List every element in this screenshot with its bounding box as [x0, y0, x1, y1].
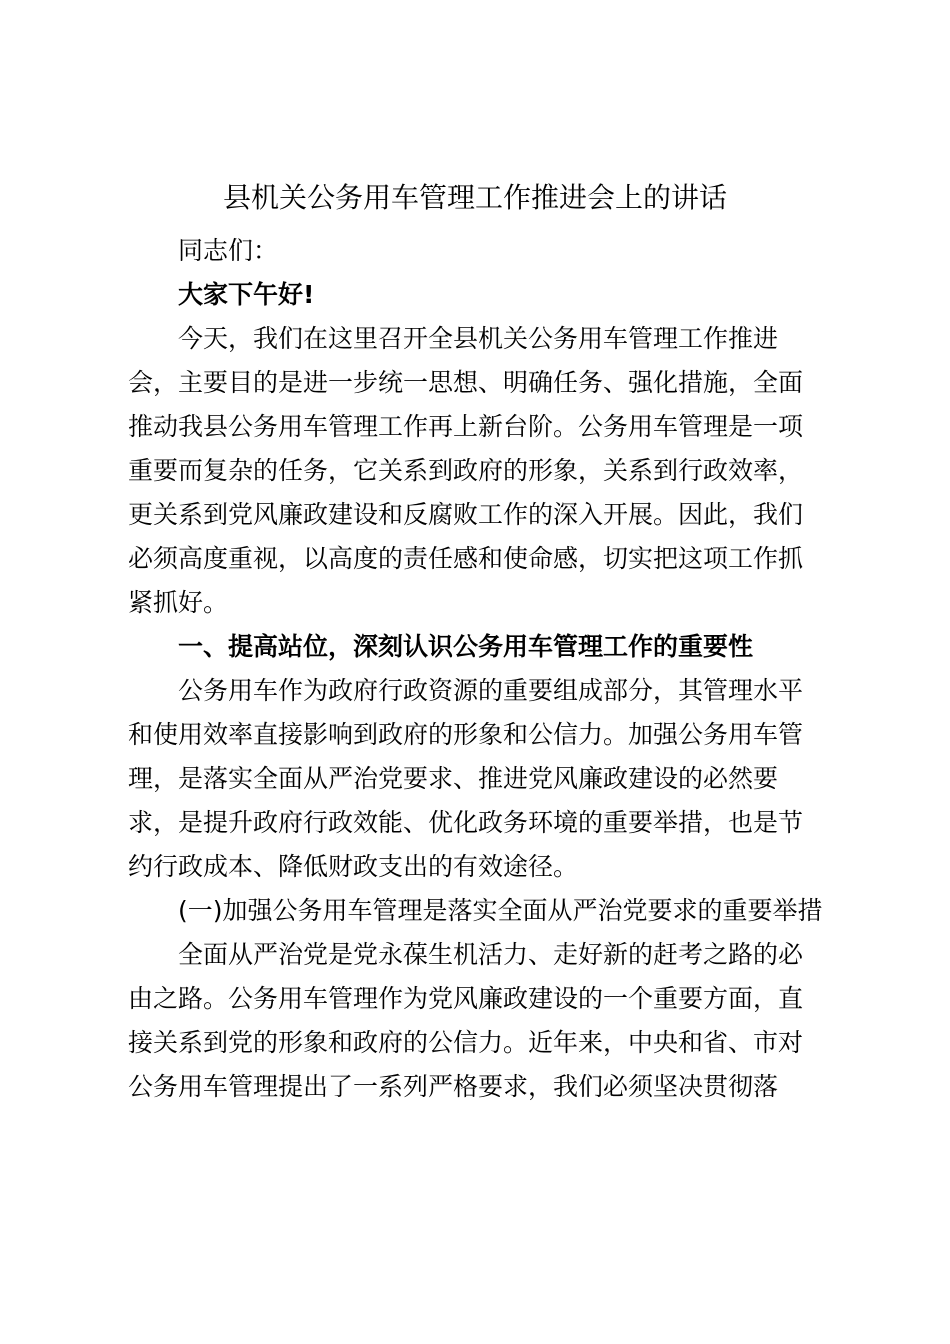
- body-line: 公务用车作为政府行政资源的重要组成部分，其管理水平: [178, 676, 804, 705]
- body-line: 理，是落实全面从严治党要求、推进党风廉政建设的必然要: [128, 764, 779, 793]
- body-line: 会，主要目的是进一步统一思想、明确任务、强化措施，全面: [128, 368, 804, 397]
- body-line: 紧抓好。: [128, 588, 229, 617]
- body-line: 必须高度重视，以高度的责任感和使命感，切实把这项工作抓: [128, 544, 804, 573]
- document-title: 县机关公务用车管理工作推进会上的讲话: [222, 181, 727, 214]
- body-line: 推动我县公务用车管理工作再上新台阶。公务用车管理是一项: [128, 412, 804, 441]
- body-line: 公务用车管理提出了一系列严格要求，我们必须坚决贯彻落: [128, 1072, 779, 1101]
- section-heading: 一、提高站位，深刻认识公务用车管理工作的重要性: [178, 632, 754, 661]
- body-line: 和使用效率直接影响到政府的形象和公信力。加强公务用车管: [128, 720, 804, 749]
- body-line: 更关系到党风廉政建设和反腐败工作的深入开展。因此，我们: [128, 500, 804, 529]
- body-line: 约行政成本、降低财政支出的有效途径。: [128, 852, 579, 881]
- body-line: 求，是提升政府行政效能、优化政务环境的重要举措，也是节: [128, 808, 804, 837]
- body-line: 重要而复杂的任务，它关系到政府的形象，关系到行政效率，: [128, 456, 804, 485]
- greeting: 大家下午好!: [178, 280, 315, 309]
- body-line: 接关系到党的形象和政府的公信力。近年来，中央和省、市对: [128, 1028, 804, 1057]
- body-line: 由之路。公务用车管理作为党风廉政建设的一个重要方面，直: [128, 984, 804, 1013]
- salutation: 同志们：: [178, 236, 279, 265]
- subsection-heading: (一)加强公务用车管理是落实全面从严治党要求的重要举措: [178, 896, 823, 925]
- body-line: 今天，我们在这里召开全县机关公务用车管理工作推进: [178, 324, 779, 353]
- body-line: 全面从严治党是党永葆生机活力、走好新的赶考之路的必: [178, 940, 804, 969]
